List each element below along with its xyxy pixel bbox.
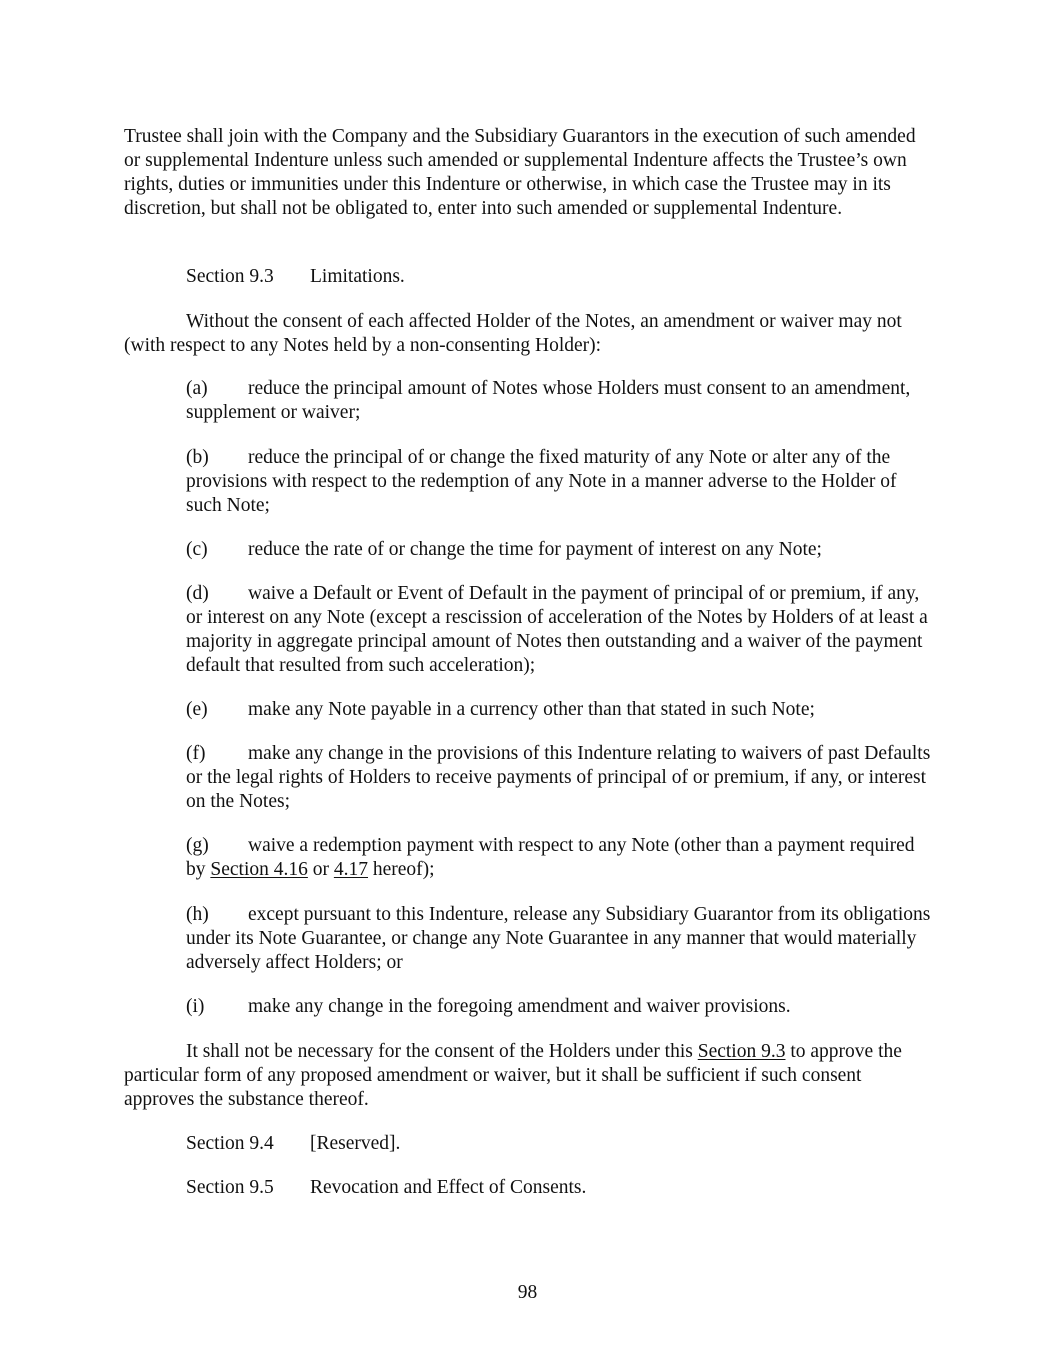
section-4-16-reference-link[interactable]: Section 4.16: [210, 859, 308, 880]
list-item: [186, 903, 934, 975]
list-item: [186, 698, 934, 722]
item-label: (d): [186, 583, 209, 604]
item-text: waive a Default or Event of Default in the payment of principal of or premium, if any, or interest on any Note (except a rescission of acceleration of the Notes by Holders of at least a majority in aggregate principal amount of Notes then outstanding and a waiver of the payment default that resulted from such acceleration);: [186, 583, 928, 676]
item-text: except pursuant to this Indenture, release any Subsidiary Guarantor from its obligations under its Note Guarantee, or change any Note Guarantee in any manner that would materially adversely affect Holders; or: [186, 904, 931, 973]
item-text: reduce the rate of or change the time for payment of interest on any Note;: [248, 539, 822, 560]
item-label: (f): [186, 743, 206, 764]
item-text: reduce the principal amount of Notes whose Holders must consent to an amendment, supplement or waiver;: [186, 378, 911, 423]
item-label: (b): [186, 447, 209, 468]
list-item: [186, 538, 934, 562]
page-number: 98: [517, 1282, 538, 1303]
list-item: [186, 995, 934, 1019]
item-label: (e): [186, 699, 208, 720]
section-number: Section 9.5: [186, 1177, 274, 1198]
list-item: [186, 834, 934, 882]
item-text-mid: or: [307, 859, 334, 880]
item-text: make any Note payable in a currency other than that stated in such Note;: [248, 699, 815, 720]
section-number: Section 9.4: [186, 1133, 274, 1154]
section-9-3-heading: [186, 265, 405, 289]
section-title: [Reserved].: [310, 1133, 401, 1154]
section-9-3-reference-link[interactable]: Section 9.3: [697, 1041, 786, 1062]
item-label: (a): [186, 378, 208, 399]
closing-text-after: to approve the particular form of any proposed amendment or waiver, but it shall be sufficient if such consent approves the substance thereof.: [124, 1041, 902, 1110]
section-9-4-heading: [186, 1132, 400, 1156]
intro-paragraph: Trustee shall join with the Company and the Subsidiary Guarantors in the execution of such amended or supplemental Indenture unless such amended or supplemental Indenture affects the Trustee’s own rights, duties or immunities under this Indenture or otherwise, in which case the Trustee may in its discretion, but shall not be obligated to, enter into such amended or supplemental Indenture.: [124, 126, 916, 219]
item-label: (h): [186, 904, 209, 925]
item-label: (g): [186, 835, 209, 856]
section-9-5-heading: [186, 1176, 586, 1200]
item-text: make any change in the foregoing amendment and waiver provisions.: [248, 996, 791, 1017]
list-item: [186, 582, 934, 678]
limitations-intro: Without the consent of each affected Holder of the Notes, an amendment or waiver may not (with respect to any Notes held by a non-consenting Holder):: [124, 311, 902, 356]
item-label: (c): [186, 539, 208, 560]
section-4-17-reference-link[interactable]: 4.17: [333, 859, 368, 880]
section-title: Revocation and Effect of Consents.: [310, 1177, 587, 1198]
item-text: make any change in the provisions of this Indenture relating to waivers of past Defaults or the legal rights of Holders to receive payments of principal of or premium, if any, or interest on the Notes;: [186, 743, 931, 812]
closing-text-before: It shall not be necessary for the consent of the Holders under this: [186, 1041, 698, 1062]
item-text: reduce the principal of or change the fixed maturity of any Note or alter any of the provisions with respect to the redemption of any Note in a manner adverse to the Holder of such Note;: [186, 447, 897, 516]
item-text-after: hereof);: [368, 859, 435, 880]
list-item: [186, 446, 934, 518]
item-label: (i): [186, 996, 205, 1017]
section-title: Limitations.: [310, 266, 405, 287]
section-number: Section 9.3: [186, 266, 274, 287]
list-item: [186, 377, 934, 425]
item-text-before: waive a redemption payment with respect to any Note (other than a payment required by: [186, 835, 915, 880]
closing-paragraph: [124, 1040, 930, 1112]
list-item: [186, 742, 934, 814]
